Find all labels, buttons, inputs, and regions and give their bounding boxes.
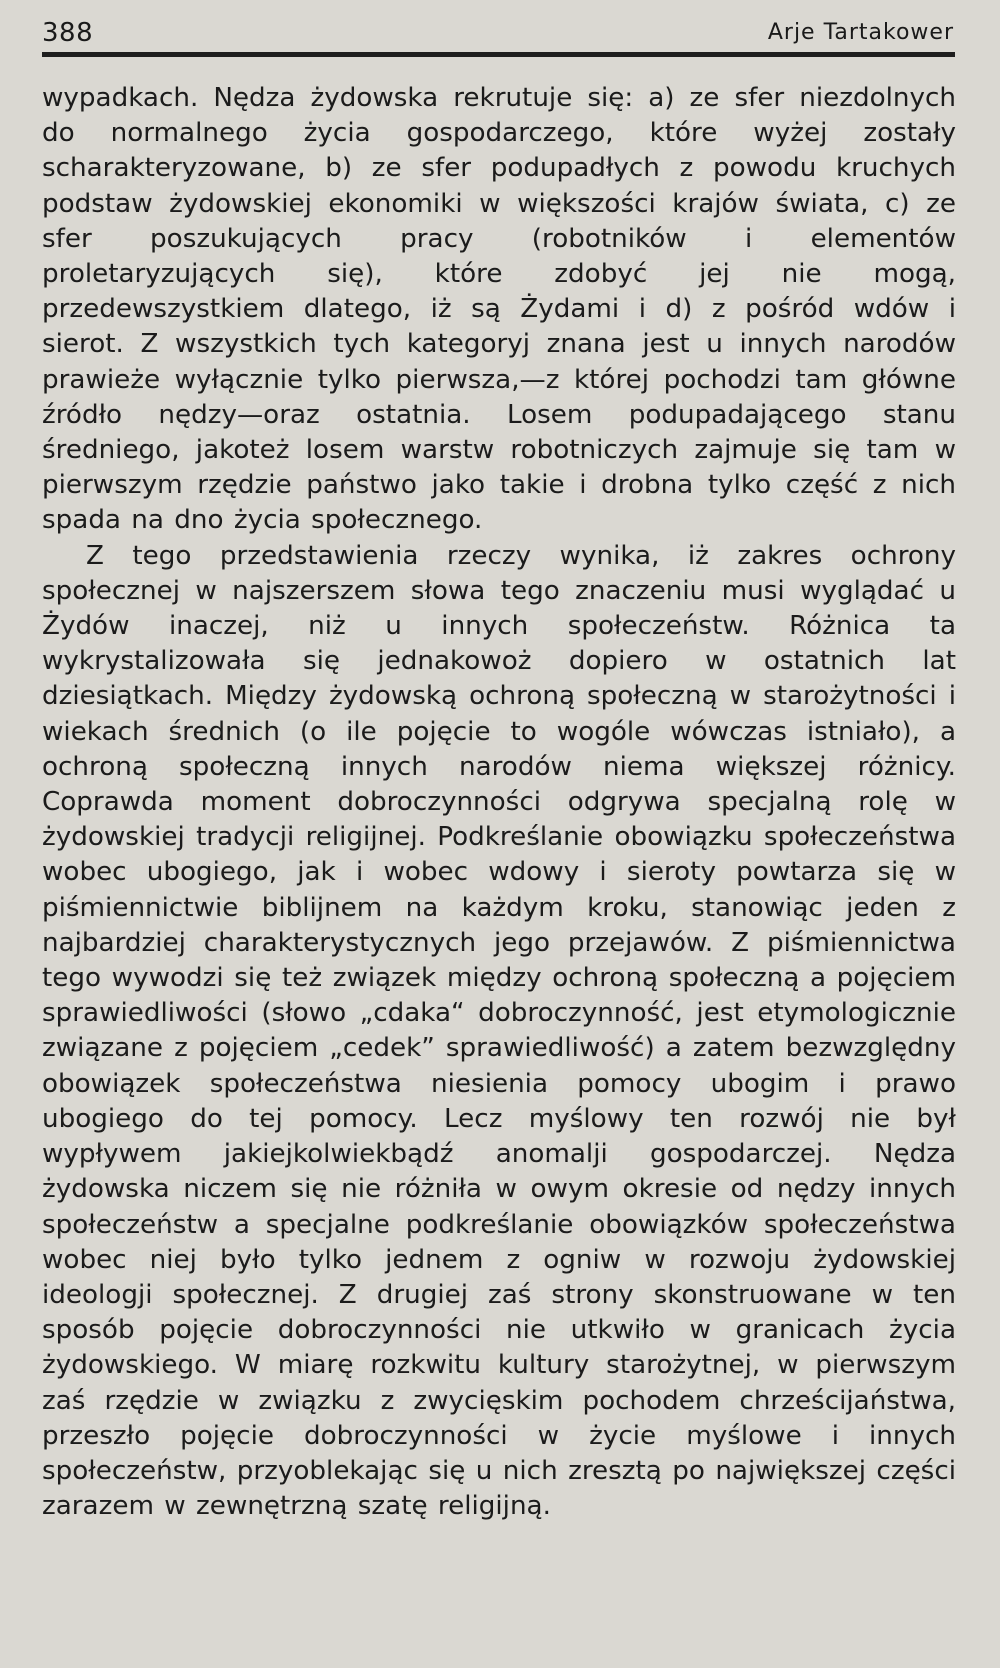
running-head: Arje Tartakower bbox=[767, 20, 954, 45]
page-header bbox=[42, 18, 954, 54]
paragraph-1: wypadkach. Nędza żydowska rekrutuje się: a) ze sfer niezdolnych do normalnego życia gospodarczego, które wyżej zostały scharakteryzowane, b) ze sfer podupadłych z powodu kruchych podstaw żydowskiej ekonomiki w większości krajów świata, c) ze sfer poszukujących pracy (robotników i elementów proletaryzujących się), które zdobyć jej nie mogą, przedewszystkiem dlatego, iż są Żydami i d) z pośród wdów i sierot. Z wszystkich tych kategoryj znana jest u innych narodów prawieże wyłącznie tylko pierwsza,—z której pochodzi tam główne źródło nędzy—oraz ostatnia. Losem podupadającego stanu średniego, jakoteż losem warstw robotniczych zajmuje się tam w pierwszym rzędzie państwo jako takie i drobna tylko część z nich spada na dno życia społecznego. bbox=[42, 83, 956, 536]
page-number: 388 bbox=[42, 18, 94, 48]
paragraph-2: Z tego przedstawienia rzeczy wynika, iż zakres ochrony społecznej w najszerszem słowa tego znaczeniu musi wyglądać u Żydów inaczej, niż u innych społeczeństw. Różnica ta wykrystalizowała się jednakowoż dopiero w ostatnich lat dziesiątkach. Między żydowską ochroną społeczną w starożytności i wiekach średnich (o ile pojęcie to wogóle wówczas istniało), a ochroną społeczną innych narodów niema większej różnicy. Coprawda moment dobroczynności odgrywa specjalną rolę w żydowskiej tradycji religijnej. Podkreślanie obowiązku społeczeństwa wobec ubogiego, jak i wobec wdowy i sieroty powtarza się w piśmiennictwie biblijnem na każdym kroku, stanowiąc jeden z najbardziej charakterystycznych jego przejawów. Z piśmiennictwa tego wywodzi się też związek między ochroną społeczną a pojęciem sprawiedliwości (słowo „cdaka“ dobroczynność, jest etymologicznie związane z pojęciem „cedek” sprawiedliwość) a zatem bezwzględny obowiązek społeczeństwa niesienia pomocy ubogim i prawo ubogiego do tej pomocy. Lecz myślowy ten rozwój nie był wypływem jakiejkolwiekbądź anomalji gospodarczej. Nędza żydowska niczem się nie różniła w owym okresie od nędzy innych społeczeństw a specjalne podkreślanie obowiązków społeczeństwa wobec niej było tylko jednem z ogniw w rozwoju żydowskiej ideologji społecznej. Z drugiej zaś strony skonstruowane w ten sposób pojęcie dobroczynności nie utkwiło w granicach życia żydowskiego. W miarę rozkwitu kultury starożytnej, w pierwszym zaś rzędzie w związku z zwycięskim pochodem chrześcijaństwa, przeszło pojęcie dobroczynności w życie myślowe i innych społeczeństw, przyoblekając się u nich zresztą po największej części zarazem w zewnętrzną szatę religijną. bbox=[42, 540, 956, 1522]
header-rule bbox=[42, 52, 955, 57]
body-text bbox=[42, 81, 956, 1524]
